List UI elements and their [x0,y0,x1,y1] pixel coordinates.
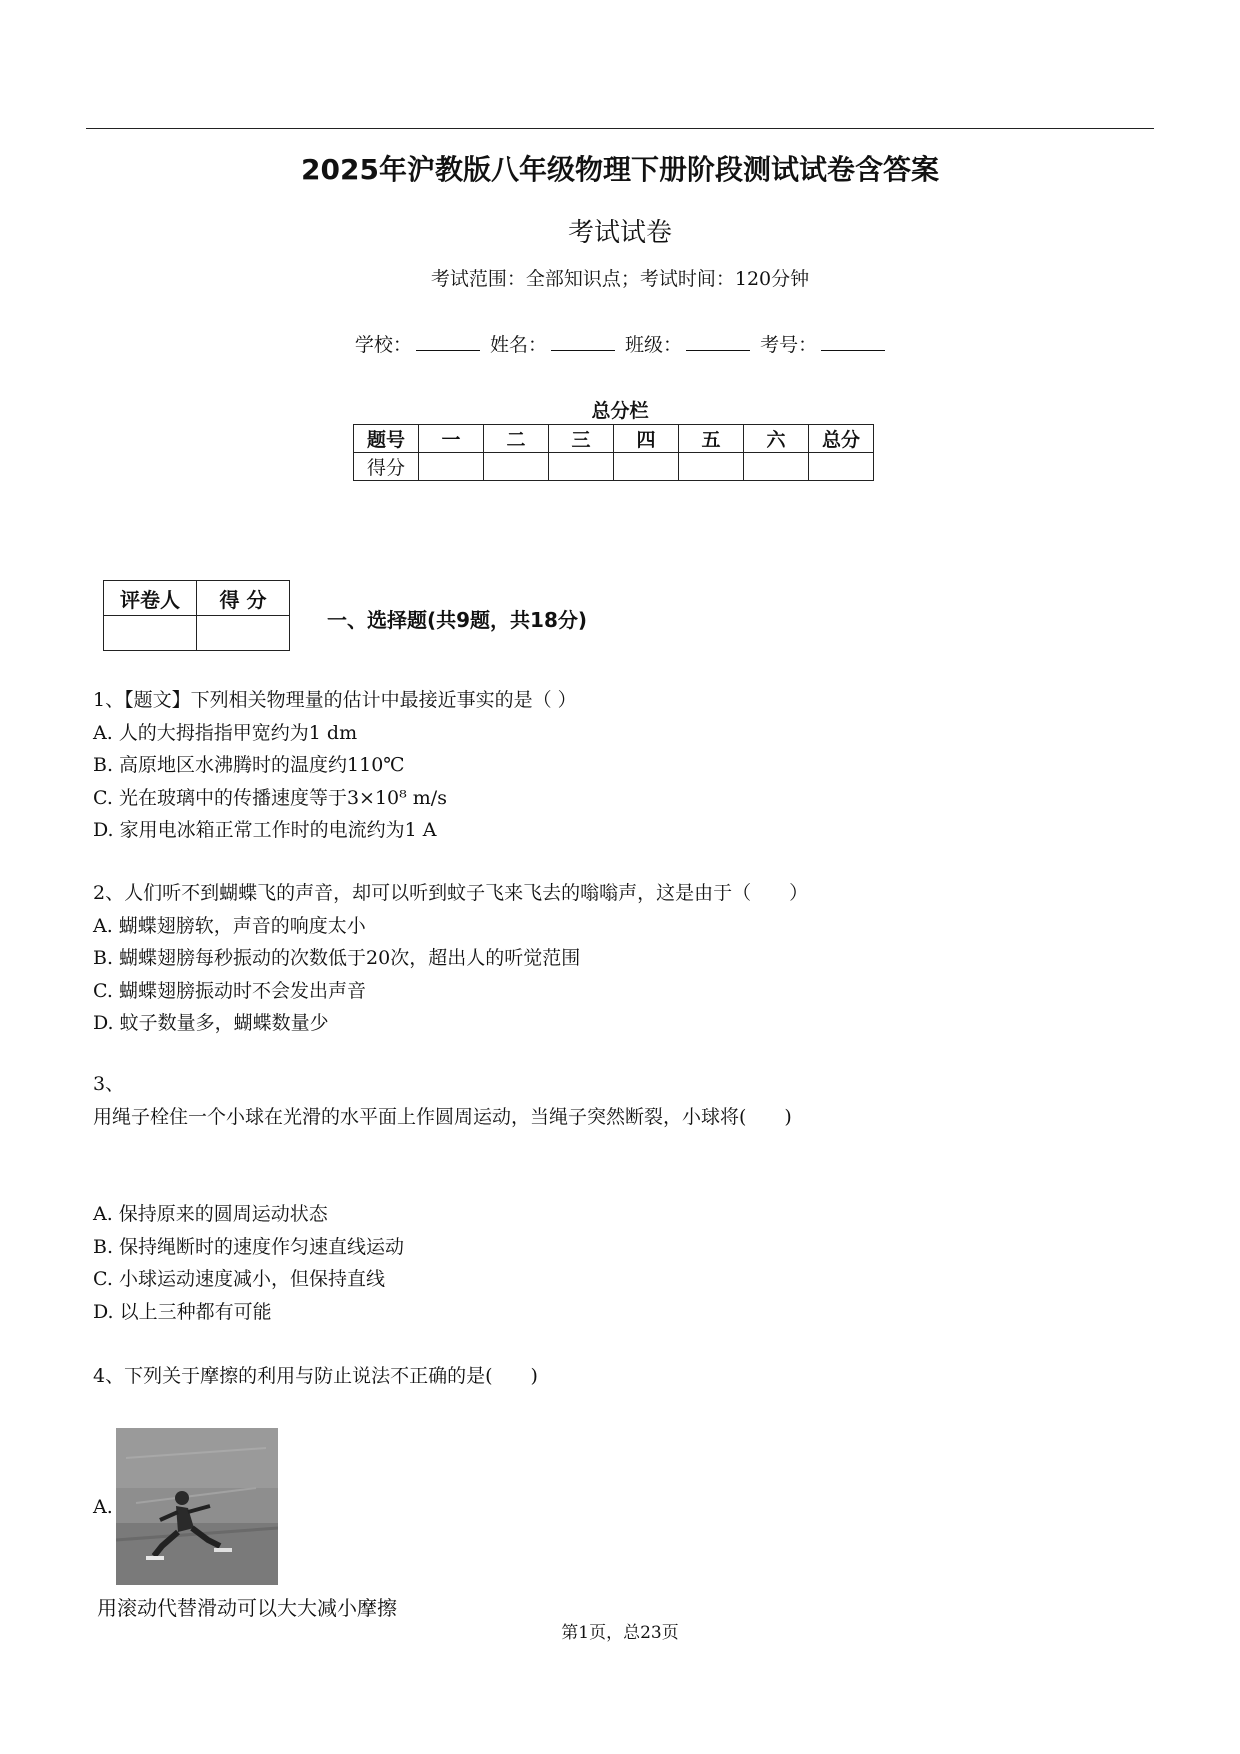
score-cell [679,453,744,481]
option: D. 家用电冰箱正常工作时的电流约为1 A [93,819,437,841]
exam-info: 考试范围：全部知识点；考试时间：120分钟 [430,268,810,290]
section-title: 一、选择题(共9题，共18分) [327,608,588,632]
page-title: 2025年沪教版八年级物理下册阶段测试试卷含答案 [301,153,939,186]
roller-skater-photo [116,1428,278,1585]
field-class: 班级： [625,334,683,356]
question-stem: 2、人们听不到蝴蝶飞的声音，却可以听到蚊子飞来飞去的嗡嗡声，这是由于（ ） [93,882,809,904]
option: B. 蝴蝶翅膀每秒振动的次数低于20次，超出人的听觉范围 [93,947,581,969]
option: C. 小球运动速度减小，但保持直线 [93,1268,385,1290]
score-header-cell: 五 [679,425,744,453]
score-header-cell: 总分 [809,425,874,453]
blank-line[interactable] [821,332,885,351]
option-caption: 用滚动代替滑动可以大大减小摩擦 [97,1596,397,1620]
option: A. 保持原来的圆周运动状态 [93,1203,328,1225]
option: B. 保持绳断时的速度作匀速直线运动 [93,1235,405,1258]
score-cell [744,453,809,481]
question-stem: 用绳子栓住一个小球在光滑的水平面上作圆周运动，当绳子突然断裂，小球将( ) [93,1105,792,1128]
score-header-cell: 二 [484,425,549,453]
option: A. 人的大拇指指甲宽约为1 dm [93,721,358,744]
score-row-label: 得分 [354,453,419,481]
question-number: 3、 [93,1073,125,1095]
option-label: A. [93,1496,113,1518]
question-3 [93,1068,792,1133]
option: C. 光在玻璃中的传播速度等于3×10⁸ m/s [93,786,447,809]
grader-table [103,580,290,651]
question-stem: 1、【题文】下列相关物理量的估计中最接近事实的是（ ） [93,689,577,711]
score-cell [614,453,679,481]
option: B. 高原地区水沸腾时的温度约110℃ [93,754,405,776]
grader-header: 评卷人 [104,581,197,616]
score-cell [484,453,549,481]
grader-cell [104,616,197,651]
grader-header: 得 分 [197,581,290,616]
grader-cell [197,616,290,651]
score-header-cell: 一 [419,425,484,453]
score-cell [419,453,484,481]
page-subtitle: 考试试卷 [567,218,672,248]
question-1 [93,684,577,847]
field-number: 考号： [760,334,818,356]
student-fields [0,330,1240,357]
score-header-cell: 六 [744,425,809,453]
field-school: 学校： [354,334,412,356]
option: C. 蝴蝶翅膀振动时不会发出声音 [93,979,366,1002]
score-cell [549,453,614,481]
blank-line[interactable] [416,332,480,351]
question-2 [93,877,808,1040]
field-name: 姓名： [489,334,547,356]
question-3-options [93,1198,404,1328]
score-table-caption: 总分栏 [591,400,649,422]
page-footer: 第1页，总23页 [561,1623,679,1643]
option: A. 蝴蝶翅膀软，声音的响度太小 [93,914,366,937]
score-header-cell: 题号 [354,425,419,453]
score-table [353,424,874,481]
score-header-cell: 四 [614,425,679,453]
question-stem: 4、下列关于摩擦的利用与防止说法不正确的是( ) [93,1365,538,1387]
blank-line[interactable] [551,332,615,351]
option: D. 以上三种都有可能 [93,1300,272,1323]
score-cell [809,453,874,481]
question-4 [93,1360,538,1393]
score-header-cell: 三 [549,425,614,453]
option: D. 蚊子数量多，蝴蝶数量少 [93,1012,329,1034]
blank-line[interactable] [686,332,750,351]
header-rule [86,128,1154,129]
